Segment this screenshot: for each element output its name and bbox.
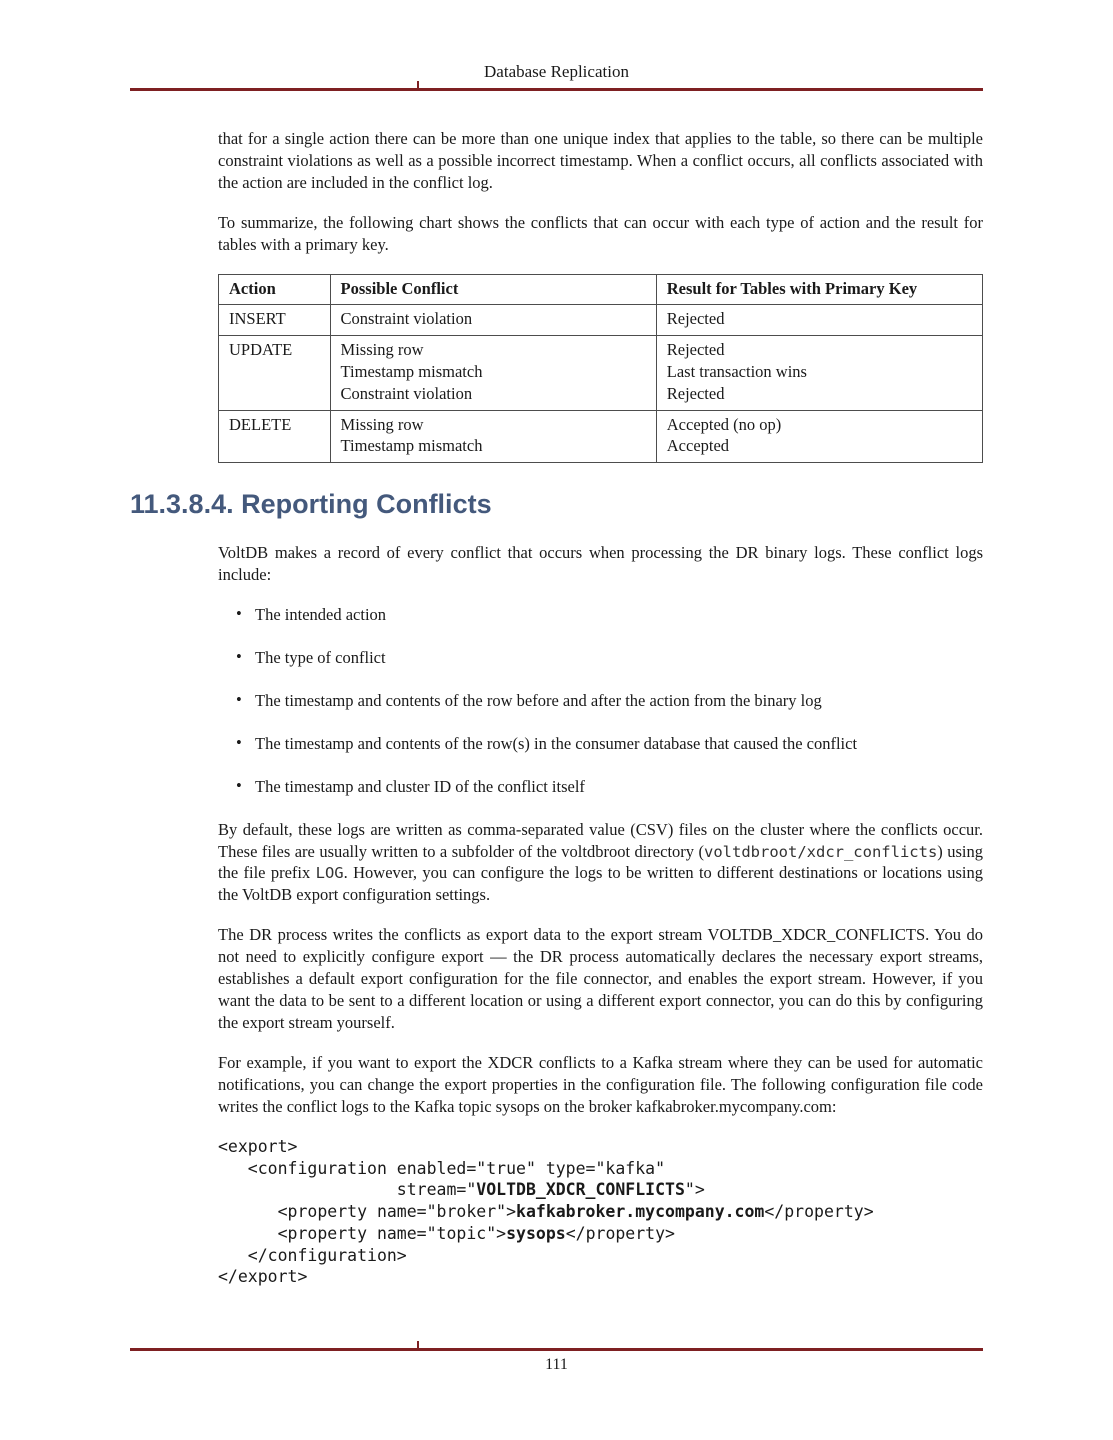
cell-result: Rejected (656, 305, 982, 336)
cell-action: DELETE (219, 410, 331, 463)
page-number: 111 (545, 1356, 568, 1373)
cell-possible-conflict: Missing row Timestamp mismatch Constraint violation (330, 336, 656, 410)
table-row (219, 305, 983, 336)
paragraph-intro-2: To summarize, the following chart shows the conflicts that can occur with each type of action and the result for tables with a primary key. (218, 212, 983, 254)
inline-code: LOG (315, 864, 344, 883)
footer-rule-tick (417, 1341, 419, 1351)
bullet-item: • The timestamp and contents of the row before and after the action from the binary log (218, 690, 983, 712)
code-line: <property name="topic">sysops</property> (218, 1223, 675, 1243)
cell-result: Rejected Last transaction wins Rejected (656, 336, 982, 410)
text-run: . However, you can configure the logs to be written to different destinations or locations using the VoltDB export configuration settings. (218, 863, 983, 905)
footer-rule (130, 1348, 983, 1351)
code-line: <configuration enabled="true" type="kafka" (218, 1158, 666, 1178)
cell-action: INSERT (219, 305, 331, 336)
cell-action: UPDATE (219, 336, 331, 410)
header-rule-tick (417, 81, 419, 91)
bullet-item: • The type of conflict (218, 647, 983, 669)
code-line: </configuration> (218, 1245, 407, 1265)
code-block-export-configuration (218, 1136, 983, 1288)
section-heading: 11.3.8.4. Reporting Conflicts (130, 489, 492, 520)
table-row (219, 336, 983, 410)
running-header-title: Database Replication (484, 62, 629, 81)
conflict-results-table (218, 274, 983, 463)
paragraph-section-2 (218, 819, 983, 907)
code-line: <property name="broker">kafkabroker.mycompany.com</property> (218, 1202, 874, 1222)
bullet-list (218, 604, 983, 798)
paragraph-section-4: For example, if you want to export the XDCR conflicts to a Kafka stream where they can be used for automatic notifications, you can change the export properties in the configuration file. The following configuration file code writes the conflict logs to the Kafka topic sysops on the broker kafkabroker.mycompany.com: (218, 1053, 983, 1116)
column-header-result: Result for Tables with Primary Key (656, 274, 982, 305)
column-header-possible-conflict: Possible Conflict (330, 274, 656, 305)
code-line: <export> (218, 1136, 298, 1156)
header-rule (130, 88, 983, 91)
bullet-item: • The timestamp and cluster ID of the conflict itself (218, 776, 983, 798)
code-line: </export> (218, 1267, 308, 1287)
table-row (219, 410, 983, 463)
code-line: stream="VOLTDB_XDCR_CONFLICTS"> (218, 1180, 705, 1200)
bullet-item: • The intended action (218, 604, 983, 626)
table-header-row (219, 274, 983, 305)
inline-code: voltdbroot/xdcr_conflicts (704, 842, 938, 861)
text-run: By default, these logs are written as comma-separated value (CSV) files on the cluster where the conflicts occur. These files are usually written to a subfolder of the voltdbroot directory ( (218, 819, 983, 861)
paragraph-section-1: VoltDB makes a record of every conflict that occurs when processing the DR binary logs. These conflict logs include: (218, 543, 983, 584)
cell-result: Accepted (no op) Accepted (656, 410, 982, 463)
column-header-action: Action (219, 274, 331, 305)
page-content (130, 128, 984, 1288)
text-run: ) using the file prefix (218, 841, 984, 883)
paragraph-intro-1: that for a single action there can be more than one unique index that applies to the table, so there can be multiple constraint violations as well as a possible incorrect timestamp. When a conflict occurs, all conflicts associated with the action are included in the conflict log. (218, 129, 983, 192)
paragraph-section-3: The DR process writes the conflicts as export data to the export stream VOLTDB_XDCR_CONFLICTS. You do not need to explicitly configure export — the DR process automatically declares the necessary export streams, establishes a default export configuration for the file connector, and enables the export stream. However, if you want the data to be sent to a different location or using a different export connector, you can do this by configuring the export stream yourself. (218, 925, 983, 1033)
bullet-item: • The timestamp and contents of the row(s) in the consumer database that caused the conflict (218, 733, 983, 755)
cell-possible-conflict: Missing row Timestamp mismatch (330, 410, 656, 463)
cell-possible-conflict: Constraint violation (330, 305, 656, 336)
